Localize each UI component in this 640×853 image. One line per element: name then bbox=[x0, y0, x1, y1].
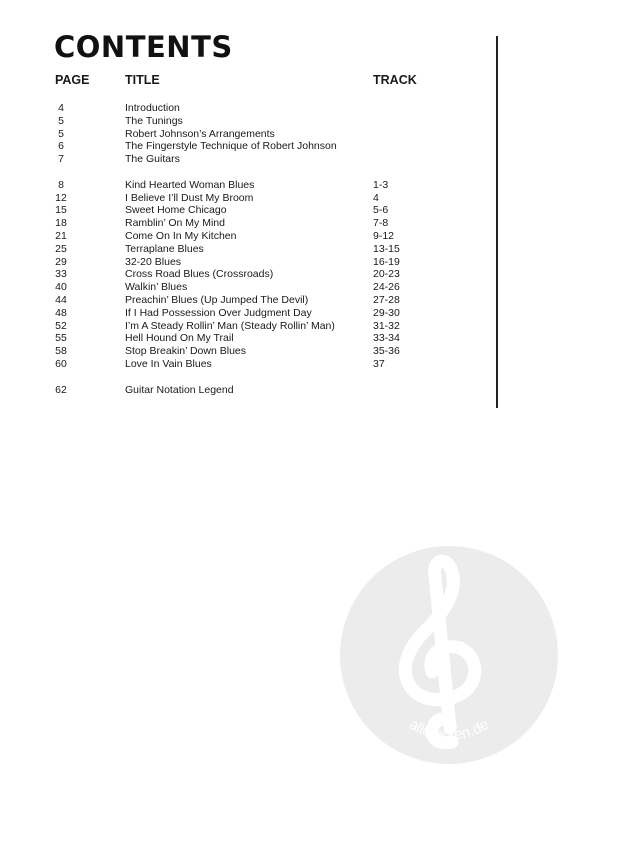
contents-row bbox=[0, 102, 640, 115]
track-range: 37 bbox=[373, 357, 385, 370]
page-number: 29 bbox=[55, 255, 67, 268]
page-number: 55 bbox=[55, 332, 67, 345]
page-number: 60 bbox=[55, 357, 67, 370]
page-number: 7 bbox=[58, 153, 64, 166]
song-title: Guitar Notation Legend bbox=[125, 383, 234, 396]
column-header-title: TITLE bbox=[125, 73, 160, 87]
contents-row bbox=[0, 307, 640, 320]
track-range: 4 bbox=[373, 191, 379, 204]
song-title: Walkin’ Blues bbox=[125, 281, 188, 294]
page-number: 18 bbox=[55, 217, 67, 230]
page-number: 62 bbox=[55, 383, 67, 396]
track-range: 29-30 bbox=[373, 306, 400, 319]
page-number: 4 bbox=[58, 102, 64, 114]
contents-list bbox=[0, 102, 640, 396]
track-range: 20-23 bbox=[373, 268, 400, 281]
contents-row bbox=[0, 128, 640, 141]
song-title: The Fingerstyle Technique of Robert Johnson bbox=[125, 140, 337, 153]
track-range: 27-28 bbox=[373, 293, 400, 306]
page-number: 6 bbox=[58, 140, 64, 153]
contents-row bbox=[0, 140, 640, 153]
song-title: If I Had Possession Over Judgment Day bbox=[125, 306, 312, 319]
contents-row bbox=[0, 204, 640, 217]
track-range: 33-34 bbox=[373, 332, 400, 345]
contents-row bbox=[0, 268, 640, 281]
page-number: 25 bbox=[55, 242, 67, 255]
track-range: 9-12 bbox=[373, 229, 395, 242]
group-spacer bbox=[0, 371, 640, 384]
song-title: Ramblin’ On My Mind bbox=[125, 217, 225, 230]
page-number: 52 bbox=[55, 319, 67, 332]
watermark-text: alle-noten.de bbox=[406, 715, 492, 744]
contents-row bbox=[0, 153, 640, 166]
contents-row bbox=[0, 332, 640, 345]
contents-row bbox=[0, 281, 640, 294]
track-range: 31-32 bbox=[373, 319, 400, 332]
contents-row bbox=[0, 115, 640, 128]
page-number: 8 bbox=[58, 178, 64, 191]
contents-row bbox=[0, 358, 640, 371]
page-number: 48 bbox=[55, 306, 67, 319]
track-range: 13-15 bbox=[373, 242, 400, 255]
track-range: 5-6 bbox=[373, 204, 389, 217]
song-title: Robert Johnson’s Arrangements bbox=[125, 127, 275, 140]
song-title: Stop Breakin’ Down Blues bbox=[125, 345, 247, 358]
contents-row bbox=[0, 243, 640, 256]
track-range: 35-36 bbox=[373, 345, 400, 358]
song-title: I Believe I’ll Dust My Broom bbox=[125, 191, 254, 204]
song-title: Sweet Home Chicago bbox=[125, 204, 227, 217]
page-number: 15 bbox=[55, 204, 67, 217]
contents-row bbox=[0, 384, 640, 397]
song-title: Kind Hearted Woman Blues bbox=[125, 178, 255, 191]
column-header-track: TRACK bbox=[373, 73, 417, 87]
group-spacer bbox=[0, 166, 640, 179]
song-title: Cross Road Blues (Crossroads) bbox=[125, 268, 274, 281]
contents-row bbox=[0, 217, 640, 230]
contents-row bbox=[0, 294, 640, 307]
page-number: 44 bbox=[55, 293, 67, 306]
column-header-page: PAGE bbox=[55, 73, 90, 87]
contents-row bbox=[0, 192, 640, 205]
contents-row bbox=[0, 345, 640, 358]
song-title: I’m A Steady Rollin’ Man (Steady Rollin’ Man) bbox=[125, 319, 335, 332]
page-title: CONTENTS bbox=[54, 30, 233, 64]
page-number: 58 bbox=[55, 345, 67, 358]
watermark bbox=[340, 546, 558, 764]
page-number: 21 bbox=[55, 229, 67, 242]
song-title: The Guitars bbox=[125, 153, 180, 166]
contents-row bbox=[0, 320, 640, 333]
song-title: 32-20 Blues bbox=[125, 255, 182, 268]
song-title: Love In Vain Blues bbox=[125, 357, 212, 370]
track-range: 24-26 bbox=[373, 281, 400, 294]
contents-row bbox=[0, 179, 640, 192]
track-range: 1-3 bbox=[373, 178, 389, 191]
page-number: 5 bbox=[58, 127, 64, 140]
song-title: Preachin’ Blues (Up Jumped The Devil) bbox=[125, 293, 309, 306]
page-number: 40 bbox=[55, 281, 67, 294]
track-range: 7-8 bbox=[373, 217, 389, 230]
track-range: 16-19 bbox=[373, 255, 400, 268]
contents-row bbox=[0, 230, 640, 243]
page-number: 12 bbox=[55, 191, 67, 204]
page-number: 33 bbox=[55, 268, 67, 281]
song-title: Introduction bbox=[125, 102, 180, 114]
song-title: Hell Hound On My Trail bbox=[125, 332, 234, 345]
song-title: Come On In My Kitchen bbox=[125, 229, 237, 242]
contents-row bbox=[0, 256, 640, 269]
page-number: 5 bbox=[58, 114, 64, 127]
song-title: The Tunings bbox=[125, 114, 183, 127]
song-title: Terraplane Blues bbox=[125, 242, 204, 255]
